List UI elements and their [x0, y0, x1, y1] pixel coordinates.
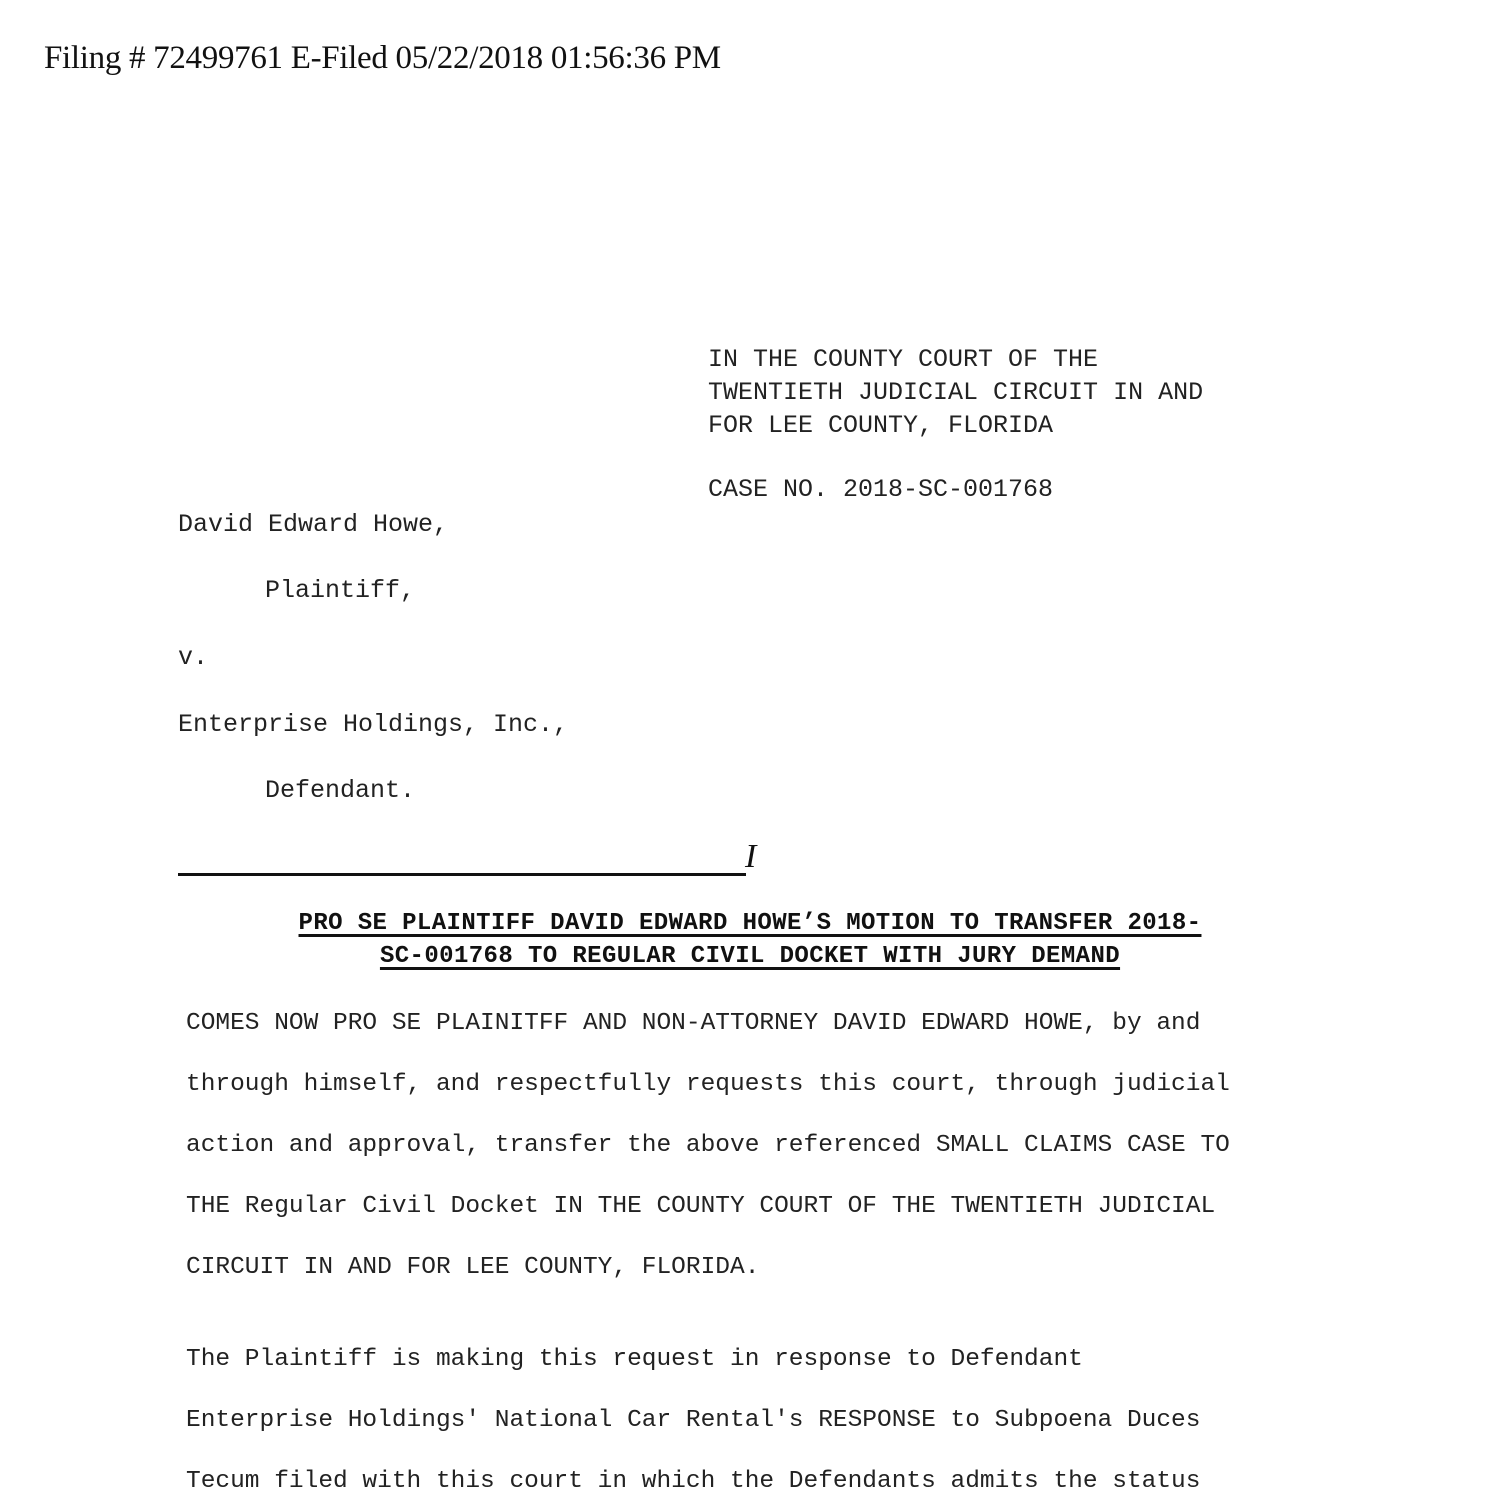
- court-caption: [708, 343, 1203, 442]
- body-line: COMES NOW PRO SE PLAINITFF AND NON-ATTORNEY DAVID EDWARD HOWE, by and: [186, 1010, 1201, 1037]
- motion-title-line-1: PRO SE PLAINTIFF DAVID EDWARD HOWE’S MOTION TO TRANSFER 2018-: [298, 910, 1202, 937]
- body-line: action and approval, transfer the above referenced SMALL CLAIMS CASE TO: [186, 1132, 1230, 1159]
- body-line: through himself, and respectfully requests this court, through judicial: [186, 1071, 1230, 1098]
- body-line: THE Regular Civil Docket IN THE COUNTY COURT OF THE TWENTIETH JUDICIAL: [186, 1193, 1216, 1220]
- filing-stamp: Filing # 72499761 E-Filed 05/22/2018 01:56:36 PM: [44, 40, 721, 76]
- body-line: Tecum filed with this court in which the Defendants admits the status: [186, 1468, 1201, 1495]
- versus: v.: [178, 643, 209, 672]
- court-caption-line: FOR LEE COUNTY, FLORIDA: [708, 411, 1054, 440]
- motion-title-line-2: SC-001768 TO REGULAR CIVIL DOCKET WITH JURY DEMAND: [379, 943, 1121, 970]
- defendant-role: Defendant.: [265, 776, 416, 805]
- court-caption-line: TWENTIETH JUDICIAL CIRCUIT IN AND: [708, 378, 1204, 407]
- caption-end-mark: I: [745, 838, 757, 875]
- plaintiff-role: Plaintiff,: [265, 576, 416, 605]
- caption-divider: [178, 873, 746, 876]
- body-line: The Plaintiff is making this request in response to Defendant: [186, 1346, 1083, 1373]
- plaintiff-name: David Edward Howe,: [178, 510, 449, 539]
- case-number: CASE NO. 2018-SC-001768: [708, 475, 1054, 504]
- body-line: CIRCUIT IN AND FOR LEE COUNTY, FLORIDA.: [186, 1254, 760, 1281]
- defendant-name: Enterprise Holdings, Inc.,: [178, 710, 569, 739]
- body-line: Enterprise Holdings' National Car Rental's RESPONSE to Subpoena Duces: [186, 1407, 1201, 1434]
- court-caption-line: IN THE COUNTY COURT OF THE: [708, 345, 1099, 374]
